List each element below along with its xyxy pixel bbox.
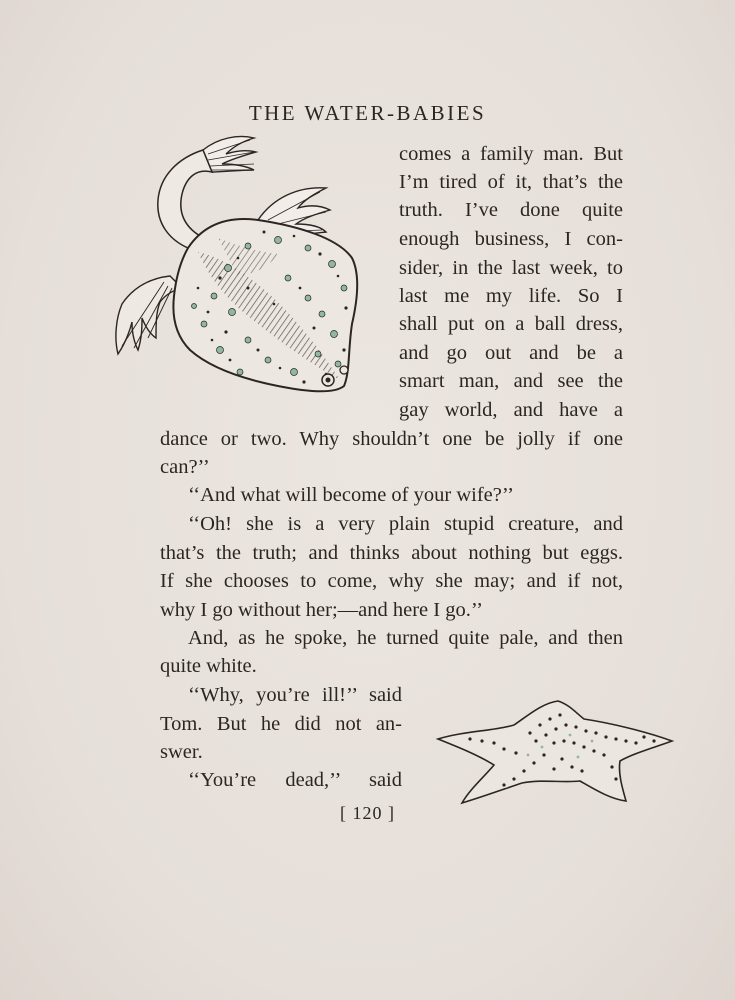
starfish-illustration	[434, 697, 676, 805]
text-line: ‘‘Why, you’re ill!’’ said	[188, 684, 402, 706]
text-line: last me my life. So I	[399, 285, 623, 307]
text-line: why I go without her;—and here I go.’’	[160, 599, 483, 621]
text-line: smart man, and see the	[399, 370, 623, 392]
text-line: gay world, and have a	[399, 399, 623, 421]
text-line: sider, in the last week, to	[399, 257, 623, 279]
text-line: enough business, I con-	[399, 228, 623, 250]
text-line: ‘‘Oh! she is a very plain stupid creature, and	[188, 513, 623, 535]
text-line: can?’’	[160, 456, 210, 478]
text-line: comes a family man. But	[399, 143, 623, 165]
text-line: ‘‘You’re dead,’’ said	[188, 769, 402, 791]
text-line: dance or two. Why shouldn’t one be jolly if one	[160, 428, 623, 450]
text-line: quite white.	[160, 655, 257, 677]
running-head: THE WATER-BABIES	[248, 101, 487, 125]
text-line: that’s the truth; and thinks about nothing but eggs.	[160, 542, 623, 564]
text-line: I’m tired of it, that’s the	[399, 171, 623, 193]
text-line: And, as he spoke, he turned quite pale, and then	[188, 627, 623, 649]
text-line: truth. I’ve done quite	[399, 199, 623, 221]
flatfish-illustration	[108, 128, 363, 398]
text-line: Tom. But he did not an-	[160, 713, 402, 735]
text-line: swer.	[160, 741, 203, 763]
text-line: If she chooses to come, why she may; and if not,	[160, 570, 623, 592]
text-line: shall put on a ball dress,	[399, 313, 623, 335]
text-line: ‘‘And what will become of your wife?’’	[188, 484, 514, 506]
page-number: [ 120 ]	[340, 803, 395, 823]
text-line: and go out and be a	[399, 342, 623, 364]
